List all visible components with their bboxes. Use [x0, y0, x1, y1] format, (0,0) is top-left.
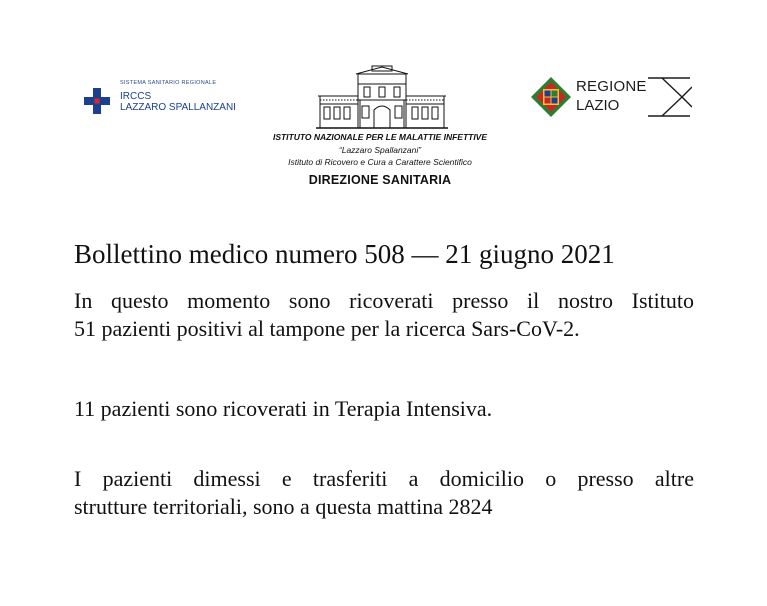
institute-name: ISTITUTO NAZIONALE PER LE MALATTIE INFETTIVE — [272, 132, 488, 142]
institute-quote: “Lazzaro Spallanzani” — [338, 145, 422, 155]
paragraph-admitted — [74, 287, 694, 343]
logo-small-text: SISTEMA SANITARIO REGIONALE — [120, 80, 217, 86]
paragraph-line: strutture territoriali, sono a questa mattina 2824 — [74, 494, 493, 519]
paragraph-line: In questo momento sono ricoverati presso il nostro Istituto — [74, 288, 694, 313]
spallanzani-logo — [84, 78, 264, 118]
institute-building-icon — [316, 64, 448, 130]
paragraph-line: I pazienti dimessi e trasferiti a domicilio o presso altre — [74, 466, 694, 491]
bulletin-title: Bollettino medico numero 508 — 21 giugno 2021 — [74, 239, 615, 269]
lazio-text: LAZIO — [576, 97, 620, 114]
logo-line2: LAZZARO SPALLANZANI — [120, 102, 236, 113]
regione-text: REGIONE — [576, 78, 647, 95]
paragraph-icu — [74, 395, 694, 423]
logo-line1: IRCCS — [120, 91, 152, 102]
paragraph-line: 51 pazienti positivi al tampone per la ricerca Sars-CoV-2. — [74, 316, 580, 341]
department-heading: DIREZIONE SANITARIA — [308, 173, 452, 187]
regione-lazio-logo — [530, 74, 695, 120]
institute-subtitle: Istituto di Ricovero e Cura a Carattere Scientifico — [288, 157, 472, 167]
paragraph-discharged — [74, 465, 694, 521]
paragraph-line: 11 pazienti sono ricoverati in Terapia Intensiva. — [74, 396, 493, 421]
regione-lazio-emblem-icon — [530, 76, 572, 118]
lazio-chevron-icon — [648, 76, 692, 118]
medical-cross-icon — [84, 88, 110, 114]
